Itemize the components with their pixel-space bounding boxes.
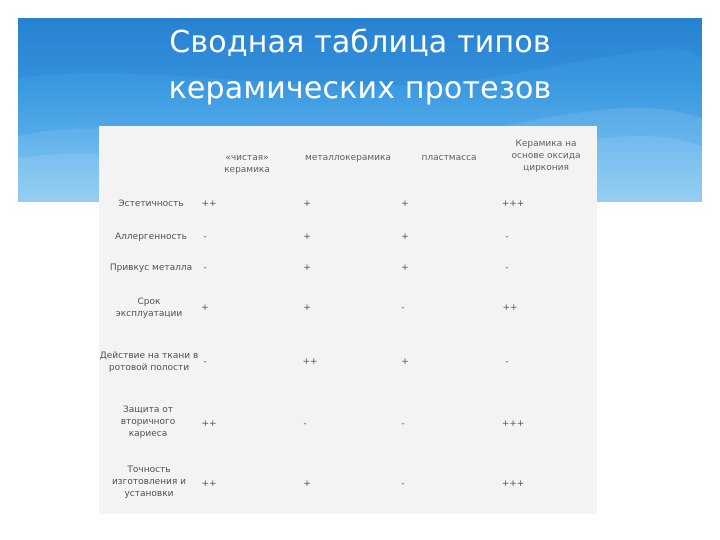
- table-cell: -: [203, 357, 207, 367]
- table-cell: +: [303, 479, 311, 489]
- column-header-metal-ceramic: металлокерамика: [305, 153, 391, 163]
- column-header-pure-ceramic: «чистая» керамика: [224, 153, 270, 175]
- table-cell: +++: [501, 479, 525, 489]
- comparison-table: [99, 126, 597, 514]
- table-cell: +: [303, 263, 311, 273]
- table-cell: +: [303, 232, 311, 242]
- slide-title-line-1: Сводная таблица типов: [169, 25, 551, 60]
- table-cell: +++: [501, 199, 525, 209]
- table-cell: +: [201, 303, 209, 313]
- table-cell: -: [303, 419, 307, 429]
- row-label-tissue-effect: Действие на ткани в ротовой полости: [99, 351, 199, 373]
- table-cell: +: [401, 263, 409, 273]
- slide-title: [18, 20, 702, 112]
- table-cell: ++: [302, 357, 318, 367]
- table-cell: -: [505, 232, 509, 242]
- table-cell: -: [203, 232, 207, 242]
- table-cell: -: [505, 357, 509, 367]
- table-cell: -: [401, 303, 405, 313]
- row-label-service-life: Срок эксплуатации: [115, 297, 183, 319]
- table-cell: -: [505, 263, 509, 273]
- row-label-secondary-caries: Защита от вторичного кариеса: [120, 405, 176, 439]
- table-cell: +: [401, 357, 409, 367]
- table-cell: -: [401, 419, 405, 429]
- row-label-aesthetics: Эстетичность: [118, 199, 184, 209]
- row-label-metal-taste: Привкус металла: [109, 263, 193, 273]
- slide-title-line-2: керамических протезов: [168, 71, 552, 106]
- table-cell: +: [401, 232, 409, 242]
- table-cell: +: [401, 199, 409, 209]
- table-cell: ++: [502, 303, 518, 313]
- table-cell: +++: [501, 419, 525, 429]
- row-label-allergenicity: Аллергенность: [115, 232, 187, 242]
- table-cell: ++: [201, 419, 217, 429]
- row-label-fit-accuracy: Точность изготовления и установки: [111, 465, 187, 499]
- column-header-zirconia-ceramic: Керамика на основе оксида циркония: [511, 139, 581, 173]
- table-cell: +: [303, 303, 311, 313]
- table-cell: +: [303, 199, 311, 209]
- table-cell: ++: [201, 479, 217, 489]
- table-cell: -: [203, 263, 207, 273]
- table-cell: -: [401, 479, 405, 489]
- table-cell: ++: [201, 199, 217, 209]
- column-header-plastic: пластмасса: [421, 153, 477, 163]
